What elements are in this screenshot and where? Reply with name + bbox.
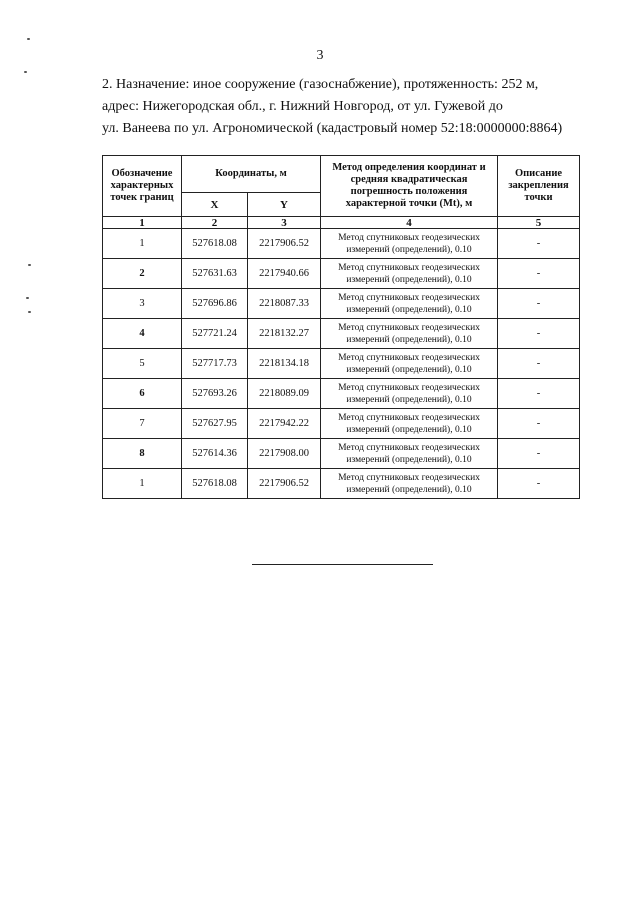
x-coordinate-cell: 527631.63 xyxy=(182,259,248,289)
method-line-2: измерений (определений), 0.10 xyxy=(346,304,472,315)
column-number: 2 xyxy=(182,217,248,229)
description-cell: - xyxy=(498,409,580,439)
point-id-cell: 1 xyxy=(103,469,182,499)
coordinates-table xyxy=(102,155,580,499)
method-line-2: измерений (определений), 0.10 xyxy=(346,484,472,495)
description-line-2: адрес: Нижегородская обл., г. Нижний Новгород, от ул. Гужевой до xyxy=(102,99,503,114)
description-cell: - xyxy=(498,319,580,349)
table-row xyxy=(103,319,580,349)
scan-speck xyxy=(28,311,31,313)
column-number: 3 xyxy=(248,217,321,229)
point-id-cell: 7 xyxy=(103,409,182,439)
table-row xyxy=(103,349,580,379)
description-cell: - xyxy=(498,229,580,259)
page-number: 3 xyxy=(316,48,324,63)
column-number-row xyxy=(103,217,580,229)
header-x: X xyxy=(182,193,248,217)
header-coordinates: Координаты, м xyxy=(182,156,321,193)
method-line-1: Метод спутниковых геодезических xyxy=(338,442,480,453)
description-line-1: 2. Назначение: иное сооружение (газоснабжение), протяженность: 252 м, xyxy=(102,77,539,92)
x-coordinate-cell: 527721.24 xyxy=(182,319,248,349)
method-line-1: Метод спутниковых геодезических xyxy=(338,382,480,393)
description-cell: - xyxy=(498,469,580,499)
y-coordinate-cell: 2217942.22 xyxy=(248,409,321,439)
method-line-1: Метод спутниковых геодезических xyxy=(338,352,480,363)
description-cell: - xyxy=(498,439,580,469)
y-coordinate-cell: 2217908.00 xyxy=(248,439,321,469)
method-cell xyxy=(321,349,498,379)
y-coordinate-cell: 2217906.52 xyxy=(248,229,321,259)
point-id-cell: 5 xyxy=(103,349,182,379)
y-coordinate-cell: 2217906.52 xyxy=(248,469,321,499)
method-line-1: Метод спутниковых геодезических xyxy=(338,292,480,303)
method-cell xyxy=(321,469,498,499)
y-coordinate-cell: 2218087.33 xyxy=(248,289,321,319)
y-coordinate-cell: 2217940.66 xyxy=(248,259,321,289)
description-cell: - xyxy=(498,349,580,379)
x-coordinate-cell: 527717.73 xyxy=(182,349,248,379)
method-cell xyxy=(321,259,498,289)
column-number: 1 xyxy=(103,217,182,229)
separator-line xyxy=(252,564,433,565)
x-coordinate-cell: 527618.08 xyxy=(182,469,248,499)
point-id-cell: 1 xyxy=(103,229,182,259)
header-y: Y xyxy=(248,193,321,217)
point-id-cell: 3 xyxy=(103,289,182,319)
method-line-2: измерений (определений), 0.10 xyxy=(346,274,472,285)
scan-speck xyxy=(26,297,29,299)
method-line-2: измерений (определений), 0.10 xyxy=(346,424,472,435)
x-coordinate-cell: 527693.26 xyxy=(182,379,248,409)
method-line-2: измерений (определений), 0.10 xyxy=(346,244,472,255)
table-row xyxy=(103,289,580,319)
point-id-cell: 4 xyxy=(103,319,182,349)
method-line-2: измерений (определений), 0.10 xyxy=(346,334,472,345)
method-line-1: Метод спутниковых геодезических xyxy=(338,322,480,333)
x-coordinate-cell: 527696.86 xyxy=(182,289,248,319)
column-number: 5 xyxy=(498,217,580,229)
header-point: Обозначение характерных точек границ xyxy=(103,156,182,217)
method-line-1: Метод спутниковых геодезических xyxy=(338,262,480,273)
header-description: Описание закрепления точки xyxy=(498,156,580,217)
description-cell: - xyxy=(498,259,580,289)
method-cell xyxy=(321,379,498,409)
table-row xyxy=(103,229,580,259)
method-cell xyxy=(321,289,498,319)
method-line-2: измерений (определений), 0.10 xyxy=(346,394,472,405)
method-line-2: измерений (определений), 0.10 xyxy=(346,454,472,465)
scan-speck xyxy=(27,38,30,40)
y-coordinate-cell: 2218134.18 xyxy=(248,349,321,379)
method-cell xyxy=(321,319,498,349)
table-row xyxy=(103,439,580,469)
table-row xyxy=(103,379,580,409)
coordinates-table-body xyxy=(103,217,580,499)
method-line-1: Метод спутниковых геодезических xyxy=(338,472,480,483)
point-id-cell: 6 xyxy=(103,379,182,409)
method-line-2: измерений (определений), 0.10 xyxy=(346,364,472,375)
scan-speck xyxy=(24,71,27,73)
description-cell: - xyxy=(498,379,580,409)
y-coordinate-cell: 2218132.27 xyxy=(248,319,321,349)
x-coordinate-cell: 527627.95 xyxy=(182,409,248,439)
method-cell xyxy=(321,439,498,469)
description-line-3: ул. Ванеева по ул. Агрономической (кадастровый номер 52:18:0000000:8864) xyxy=(102,121,563,136)
y-coordinate-cell: 2218089.09 xyxy=(248,379,321,409)
table-row xyxy=(103,469,580,499)
point-id-cell: 8 xyxy=(103,439,182,469)
description-cell: - xyxy=(498,289,580,319)
table-row xyxy=(103,259,580,289)
column-number: 4 xyxy=(321,217,498,229)
x-coordinate-cell: 527618.08 xyxy=(182,229,248,259)
header-method: Метод определения координат и средняя квадратическая погрешность положения характерной точки (Mt), м xyxy=(321,156,498,217)
scan-speck xyxy=(28,264,31,266)
object-description xyxy=(102,74,580,140)
x-coordinate-cell: 527614.36 xyxy=(182,439,248,469)
method-line-1: Метод спутниковых геодезических xyxy=(338,232,480,243)
method-cell xyxy=(321,229,498,259)
table-row xyxy=(103,409,580,439)
method-line-1: Метод спутниковых геодезических xyxy=(338,412,480,423)
method-cell xyxy=(321,409,498,439)
point-id-cell: 2 xyxy=(103,259,182,289)
